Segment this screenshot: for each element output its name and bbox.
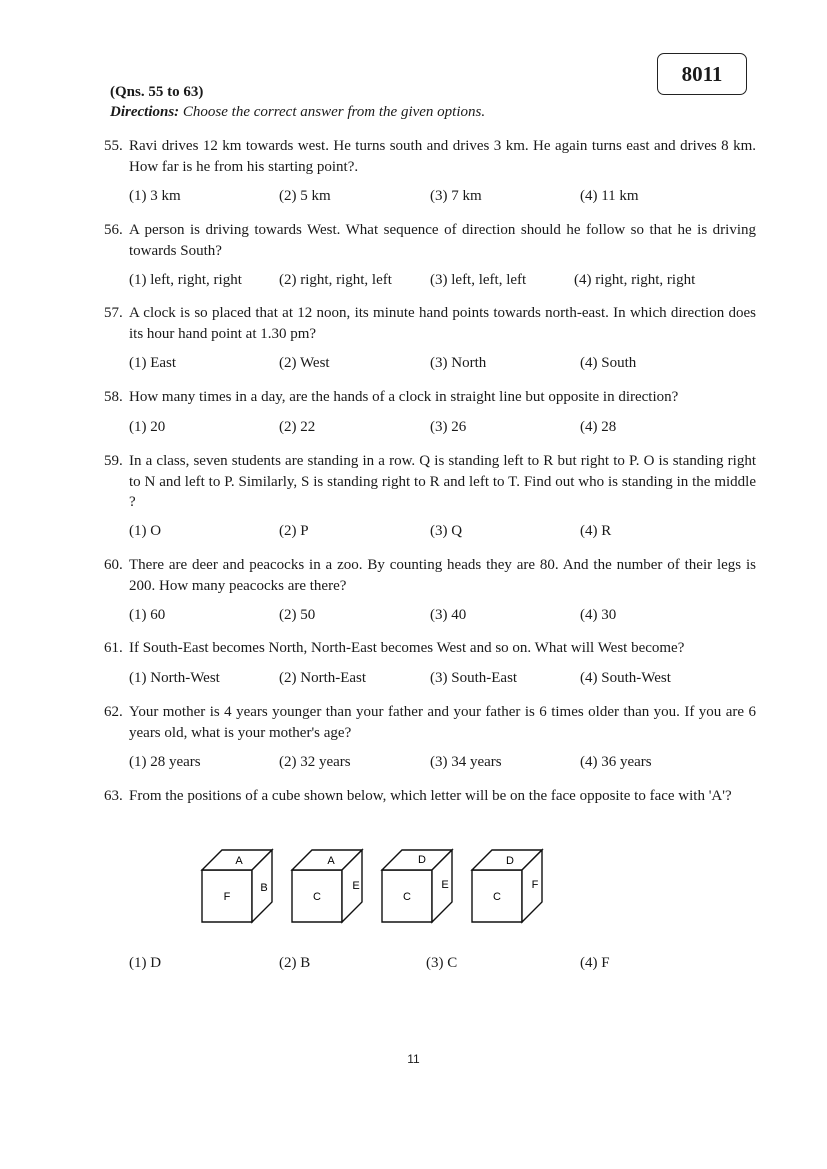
option-1[interactable]: (1) 28 years [129,754,201,770]
option-2[interactable]: (2) B [279,955,311,971]
cube-top-letter: D [418,854,426,866]
option-4[interactable]: (4) South [580,355,637,371]
question-text: In a class, seven students are standing in a row. Q is standing left to R but right to P. O is standing right to N and left to P. Similarly, S is standing right to R and left to T. Find out who is standing in the middle ? [129,453,756,510]
question-number: 60. [104,557,123,573]
cube-front-letter: C [403,891,411,903]
question-text: From the positions of a cube shown below, which letter will be on the face opposite to face with 'A'? [129,788,732,804]
question-text: There are deer and peacocks in a zoo. By counting heads they are 80. And the number of their legs is 200. How many peacocks are there? [129,557,756,594]
question-55 [104,136,756,177]
cube-figure-3 [382,850,452,922]
cube-top-letter: D [506,855,514,867]
cube-side-letter: E [441,879,449,891]
question-number: 62. [104,704,123,720]
cube-front-letter: F [223,891,231,903]
question-number: 63. [104,788,123,804]
options-58 [129,419,749,439]
option-4[interactable]: (4) F [580,955,610,971]
option-1[interactable]: (1) O [129,523,162,539]
question-text: A clock is so placed that at 12 noon, its minute hand points towards north-east. In which direction does its hour hand point at 1.30 pm? [129,305,756,342]
question-61 [104,638,756,659]
option-1[interactable]: (1) North-West [129,670,220,686]
option-4[interactable]: (4) right, right, right [574,272,696,288]
option-3[interactable]: (3) 7 km [430,188,482,204]
question-58 [104,387,756,408]
option-3[interactable]: (3) North [430,355,487,371]
question-text: How many times in a day, are the hands of a clock in straight line but opposite in direction? [129,389,679,405]
cube-front-letter: C [313,891,321,903]
cube-figures [200,845,560,927]
question-number: 58. [104,389,123,405]
question-63 [104,786,756,807]
question-62 [104,702,756,743]
option-1[interactable]: (1) D [129,955,162,971]
question-text: If South-East becomes North, North-East becomes West and so on. What will West become? [129,640,685,656]
option-2[interactable]: (2) right, right, left [279,272,392,288]
cube-top-letter: A [327,855,335,867]
option-3[interactable]: (3) C [426,955,458,971]
question-text: Ravi drives 12 km towards west. He turns south and drives 3 km. He again turns east and drives 8 km. How far is he from his starting point?. [129,138,756,175]
cube-side-letter: F [531,879,539,891]
question-text: A person is driving towards West. What sequence of direction should he follow so that he is driving towards South? [129,222,756,259]
option-4[interactable]: (4) 11 km [580,188,639,204]
question-number: 61. [104,640,123,656]
option-3[interactable]: (3) left, left, left [430,272,527,288]
question-60 [104,555,756,596]
cube-figure-2 [292,850,362,922]
question-number: 57. [104,305,123,321]
option-2[interactable]: (2) P [279,523,309,539]
options-59 [129,523,749,543]
option-1[interactable]: (1) 3 km [129,188,181,204]
option-3[interactable]: (3) 26 [430,419,467,435]
option-4[interactable]: (4) 30 [580,607,617,623]
cube-side-letter: B [260,882,268,894]
cube-figure-4 [472,850,542,922]
option-4[interactable]: (4) 28 [580,419,617,435]
option-2[interactable]: (2) 5 km [279,188,331,204]
paper-code-box [657,53,747,95]
question-number: 59. [104,453,123,469]
page-number: 11 [407,1052,420,1066]
option-3[interactable]: (3) South-East [430,670,518,686]
cube-side-letter: E [352,880,360,892]
directions-text: Choose the correct answer from the given options. [179,104,486,120]
question-number: 56. [104,222,123,238]
option-2[interactable]: (2) 50 [279,607,316,623]
option-2[interactable]: (2) North-East [279,670,367,686]
option-2[interactable]: (2) West [279,355,330,371]
options-55 [129,188,749,208]
option-3[interactable]: (3) 34 years [430,754,502,770]
cube-front-letter: C [493,891,501,903]
option-4[interactable]: (4) 36 years [580,754,652,770]
option-1[interactable]: (1) left, right, right [129,272,242,288]
option-1[interactable]: (1) East [129,355,177,371]
question-59 [104,451,756,513]
directions-label: Directions: [110,104,180,120]
options-60 [129,607,749,627]
question-text: Your mother is 4 years younger than your father and your father is 6 times older than you. If you are 6 years old, what is your mother's age? [129,704,756,741]
cube-top-letter: A [235,855,243,867]
options-56 [129,272,749,292]
option-4[interactable]: (4) South-West [580,670,671,686]
option-1[interactable]: (1) 20 [129,419,166,435]
directions [110,104,485,121]
cube-figure-1 [202,850,272,922]
option-4[interactable]: (4) R [580,523,612,539]
option-3[interactable]: (3) 40 [430,607,467,623]
option-3[interactable]: (3) Q [430,523,463,539]
question-57 [104,303,756,344]
option-2[interactable]: (2) 32 years [279,754,351,770]
options-61 [129,670,749,690]
options-62 [129,754,749,774]
option-1[interactable]: (1) 60 [129,607,166,623]
question-number: 55. [104,138,123,154]
question-range: (Qns. 55 to 63) [110,84,204,100]
options-63 [129,955,749,975]
question-56 [104,220,756,261]
paper-code: 8011 [681,61,723,86]
options-57 [129,355,749,375]
option-2[interactable]: (2) 22 [279,419,316,435]
